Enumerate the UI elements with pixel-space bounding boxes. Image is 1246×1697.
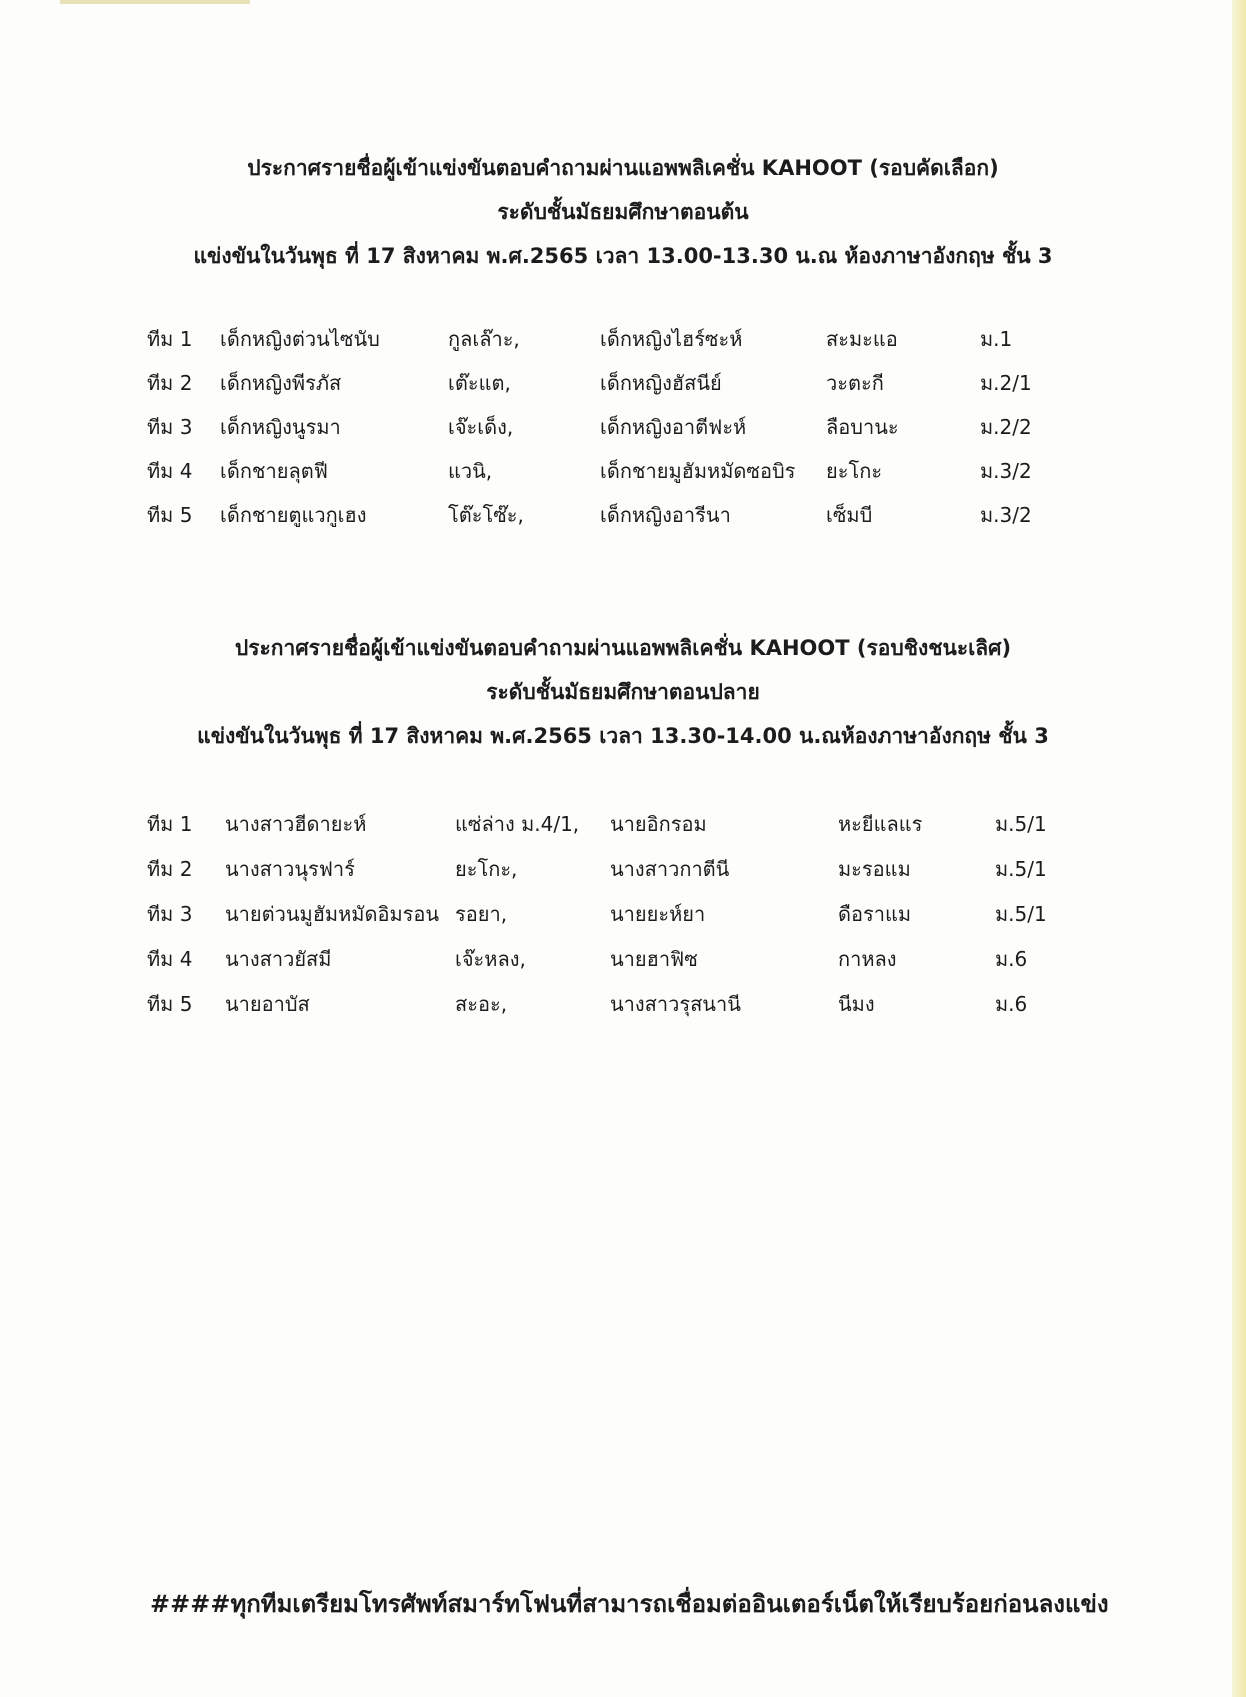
member2-name: นายยะห์ยา [610, 902, 706, 926]
member1-name: นางสาวยัสมี [225, 947, 332, 971]
grade: ม.5/1 [995, 857, 1047, 881]
member1-surname: แซ่ล่าง ม.4/1, [455, 812, 580, 836]
member1-surname: โต๊ะโซ๊ะ, [448, 503, 524, 527]
member1-surname: ยะโกะ, [455, 857, 518, 881]
member2-surname: สะมะแอ [826, 327, 898, 351]
table-row [0, 367, 1246, 399]
table-row [0, 943, 1246, 975]
team-label: ทีม 2 [147, 857, 193, 881]
team-label: ทีม 1 [147, 812, 193, 836]
member2-surname: หะยีแลแร [838, 812, 923, 836]
table-row [0, 808, 1246, 840]
member1-surname: เจ๊ะเด็ง, [448, 415, 514, 439]
member2-name: เด็กหญิงฮัสนีย์ [600, 371, 722, 395]
member1-name: เด็กชายลุตฟี [220, 459, 328, 483]
member2-surname: ดือราแม [838, 902, 912, 926]
footer-note: ####ทุกทีมเตรียมโทรศัพท์สมาร์ทโฟนที่สามารถเชื่อมต่ออินเตอร์เน็ตให้เรียบร้อยก่อนลงแข่ง [150, 1590, 1109, 1618]
member2-name: เด็กชายมูฮัมหมัดซอบิร [600, 459, 796, 483]
member2-surname: ยะโกะ [826, 459, 883, 483]
team-label: ทีม 3 [147, 902, 193, 926]
table-row [0, 898, 1246, 930]
member1-surname: สะอะ, [455, 992, 508, 1016]
grade: ม.6 [995, 947, 1028, 971]
section1-title: ประกาศรายชื่อผู้เข้าแข่งขันตอบคำถามผ่านแอพพลิเคชั่น KAHOOT (รอบคัดเลือก) [247, 156, 999, 180]
scan-shadow [60, 0, 250, 4]
section2-title: ประกาศรายชื่อผู้เข้าแข่งขันตอบคำถามผ่านแอพพลิเคชั่น KAHOOT (รอบชิงชนะเลิศ) [234, 636, 1012, 660]
member1-name: เด็กชายตูแวกูเฮง [220, 503, 367, 527]
grade: ม.2/2 [980, 415, 1032, 439]
grade: ม.3/2 [980, 459, 1032, 483]
grade: ม.5/1 [995, 902, 1047, 926]
member1-surname: แวนิ, [448, 459, 493, 483]
member2-surname: กาหลง [838, 947, 897, 971]
member1-name: นางสาวนุรฟาร์ [225, 857, 355, 881]
member1-surname: รอยา, [455, 902, 508, 926]
table-row [0, 411, 1246, 443]
member2-name: เด็กหญิงไฮร์ซะห์ [600, 327, 743, 351]
team-label: ทีม 5 [147, 992, 193, 1016]
member1-surname: เต๊ะแต, [448, 371, 511, 395]
team-label: ทีม 3 [147, 415, 193, 439]
member1-name: เด็กหญิงต่วนไซนับ [220, 327, 380, 351]
table-row [0, 323, 1246, 355]
grade: ม.5/1 [995, 812, 1047, 836]
member1-name: นางสาวฮีดายะห์ [225, 812, 367, 836]
member1-name: เด็กหญิงพีรภัส [220, 371, 342, 395]
section2-schedule: แข่งขันในวันพุธ ที่ 17 สิงหาคม พ.ศ.2565 เวลา 13.30-14.00 น.ณห้องภาษาอังกฤษ ชั้น 3 [197, 724, 1049, 748]
member1-surname: กูลเล๊าะ, [448, 327, 520, 351]
member1-name: นายอาบัส [225, 992, 310, 1016]
team-label: ทีม 4 [147, 459, 193, 483]
grade: ม.2/1 [980, 371, 1032, 395]
grade: ม.6 [995, 992, 1028, 1016]
member2-surname: เซ็มบี [826, 503, 873, 527]
team-label: ทีม 1 [147, 327, 193, 351]
member1-name: เด็กหญิงนูรมา [220, 415, 341, 439]
member1-name: นายต่วนมูฮัมหมัดอิมรอน [225, 902, 440, 926]
member2-name: นายอิกรอม [610, 812, 707, 836]
table-row [0, 455, 1246, 487]
table-row [0, 499, 1246, 531]
member2-surname: วะตะกี [826, 371, 884, 395]
table-row [0, 988, 1246, 1020]
member2-surname: มะรอแม [838, 857, 911, 881]
member2-name: นางสาวกาตีนี [610, 857, 730, 881]
member2-name: นางสาวรุสนานี [610, 992, 741, 1016]
member2-name: นายฮาฟิซ [610, 947, 698, 971]
member2-surname: นีมง [838, 992, 875, 1016]
member2-name: เด็กหญิงอารีนา [600, 503, 731, 527]
member2-surname: ลือบานะ [826, 415, 899, 439]
section1-level: ระดับชั้นมัธยมศึกษาตอนต้น [497, 200, 749, 224]
team-label: ทีม 2 [147, 371, 193, 395]
table-row [0, 853, 1246, 885]
team-label: ทีม 5 [147, 503, 193, 527]
grade: ม.1 [980, 327, 1013, 351]
section1-schedule: แข่งขันในวันพุธ ที่ 17 สิงหาคม พ.ศ.2565 เวลา 13.00-13.30 น.ณ ห้องภาษาอังกฤษ ชั้น 3 [193, 244, 1053, 268]
section2-level: ระดับชั้นมัธยมศึกษาตอนปลาย [486, 680, 760, 704]
member2-name: เด็กหญิงอาตีฟะห์ [600, 415, 747, 439]
grade: ม.3/2 [980, 503, 1032, 527]
team-label: ทีม 4 [147, 947, 193, 971]
member1-surname: เจ๊ะหลง, [455, 947, 526, 971]
